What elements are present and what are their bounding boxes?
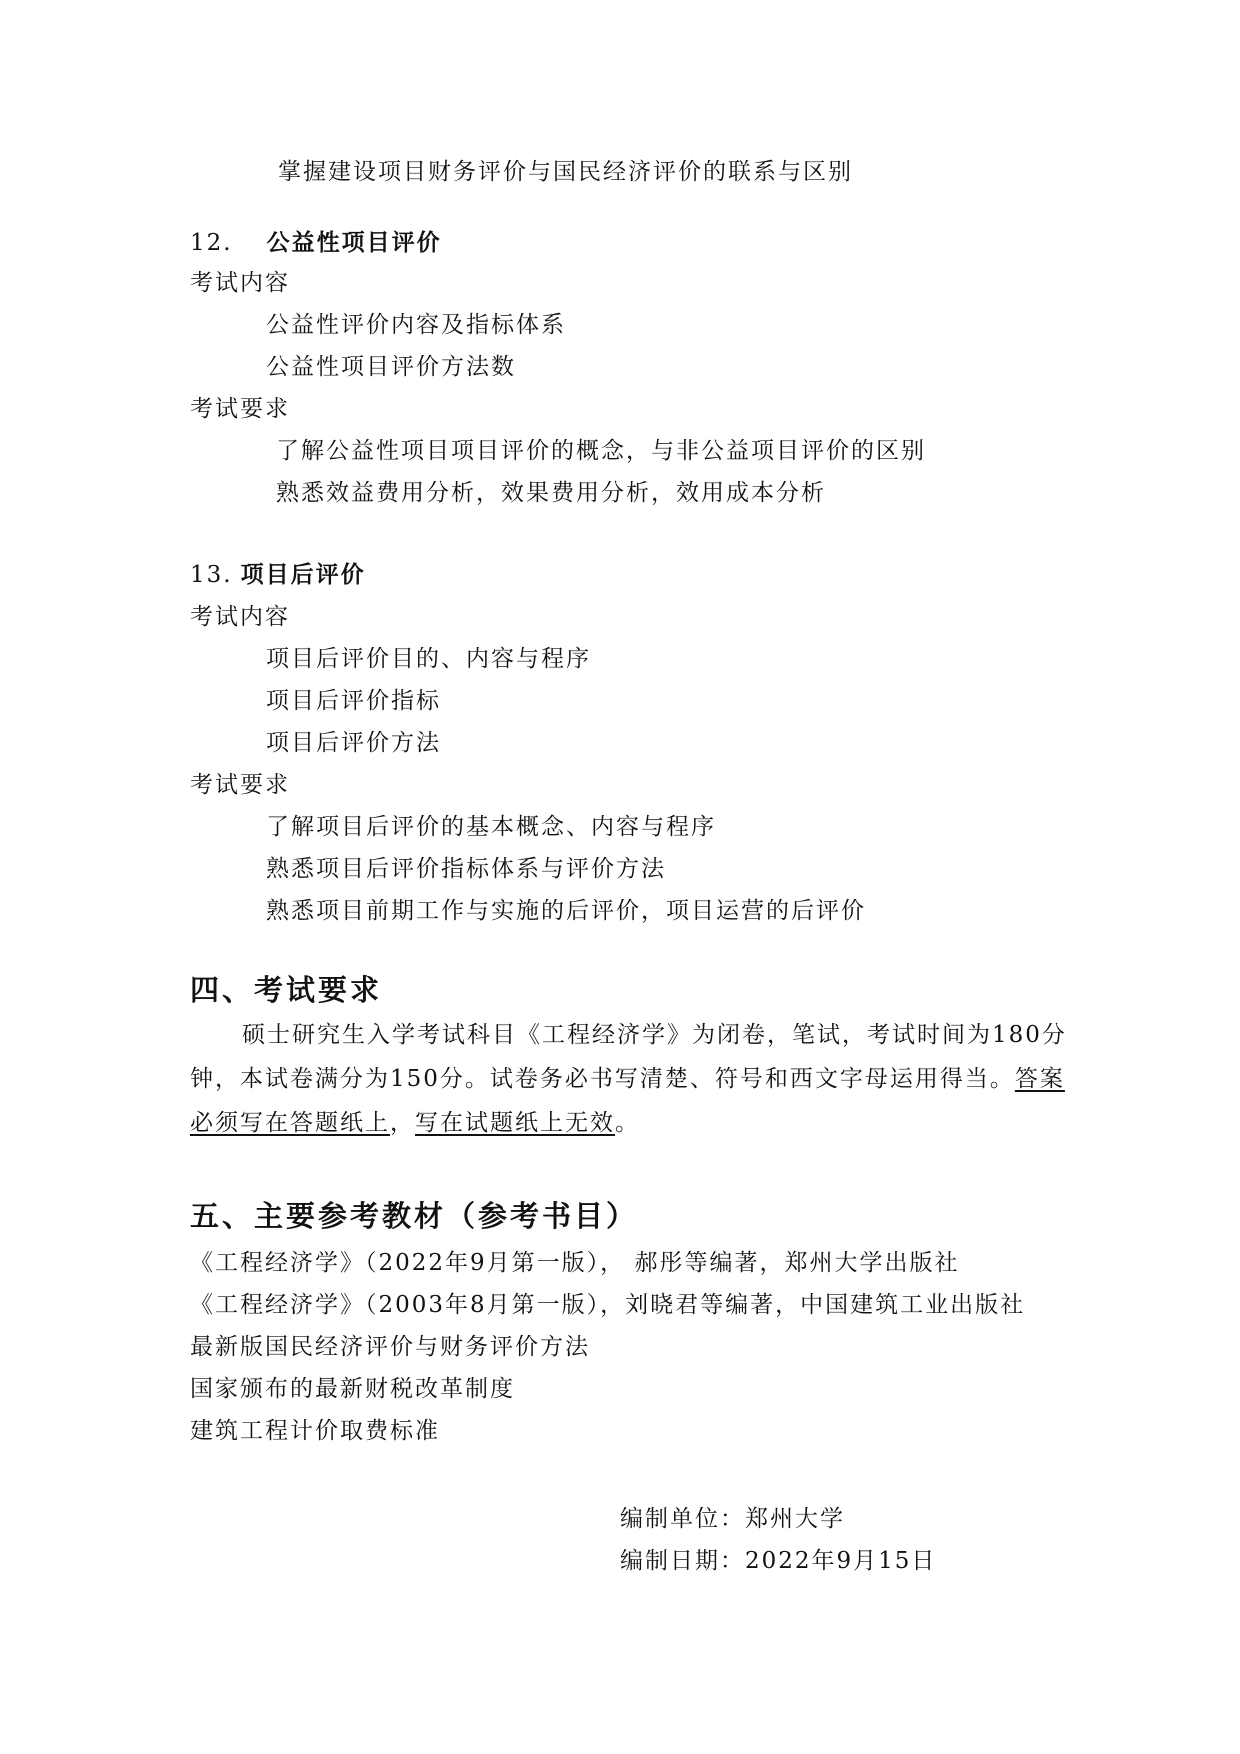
section-13-heading bbox=[190, 560, 366, 590]
section-13-req-item: 熟悉项目后评价指标体系与评价方法 bbox=[266, 856, 666, 882]
section-4-heading: 四、考试要求 bbox=[190, 973, 383, 1007]
section-12-req-item: 熟悉效益费用分析，效果费用分析，效用成本分析 bbox=[276, 480, 826, 506]
section-12-req-label: 考试要求 bbox=[190, 396, 290, 422]
section-12-req-item: 了解公益性项目项目评价的概念，与非公益项目评价的区别 bbox=[276, 438, 926, 464]
answer-note-invalid: 写在试题纸上无效 bbox=[415, 1110, 615, 1136]
section-12-heading bbox=[190, 228, 442, 258]
section-4-para-line-3 bbox=[190, 1108, 640, 1138]
compiling-unit: 编制单位：郑州大学 bbox=[620, 1506, 845, 1532]
section-13-req-label: 考试要求 bbox=[190, 772, 290, 798]
answer-note-on-sheet: 必须写在答题纸上 bbox=[190, 1110, 390, 1136]
section-12-content-item: 公益性评价内容及指标体系 bbox=[266, 312, 566, 338]
section-13-content-item: 项目后评价方法 bbox=[266, 730, 441, 756]
para-end: 。 bbox=[615, 1110, 640, 1136]
para-separator: ， bbox=[390, 1110, 415, 1136]
section-4-para-line-2 bbox=[190, 1064, 1065, 1094]
compiling-date: 编制日期：2022年9月15日 bbox=[620, 1548, 937, 1574]
section-13-title: 项目后评价 bbox=[240, 561, 366, 588]
section-12-content-label: 考试内容 bbox=[190, 270, 290, 296]
section-13-number: 13. bbox=[190, 562, 233, 588]
section-12-content-item: 公益性项目评价方法数 bbox=[266, 354, 516, 380]
answer-note-start: 答案 bbox=[1014, 1066, 1065, 1092]
section-12-title: 公益性项目评价 bbox=[266, 229, 442, 256]
reference-book: 最新版国民经济评价与财务评价方法 bbox=[190, 1334, 590, 1360]
section-5-heading: 五、主要参考教材（参考书目） bbox=[190, 1199, 639, 1233]
reference-book: 建筑工程计价取费标准 bbox=[190, 1418, 440, 1444]
reference-book: 国家颁布的最新财税改革制度 bbox=[190, 1376, 515, 1402]
section-13-req-item: 熟悉项目前期工作与实施的后评价，项目运营的后评价 bbox=[266, 898, 866, 924]
para-line-2-text: 钟，本试卷满分为150分。试卷务必书写清楚、符号和西文字母运用得当。 bbox=[190, 1066, 1015, 1092]
section-4-para-line-1: 硕士研究生入学考试科目《工程经济学》为闭卷，笔试，考试时间为180分 bbox=[242, 1022, 1067, 1048]
section-13-content-item: 项目后评价指标 bbox=[266, 688, 441, 714]
reference-book: 《工程经济学》（2022年9月第一版）， 郝彤等编著，郑州大学出版社 bbox=[190, 1250, 960, 1276]
section-13-content-label: 考试内容 bbox=[190, 604, 290, 630]
section-12-number: 12. bbox=[190, 230, 233, 256]
section-13-req-item: 了解项目后评价的基本概念、内容与程序 bbox=[266, 814, 716, 840]
continued-requirement: 掌握建设项目财务评价与国民经济评价的联系与区别 bbox=[278, 159, 853, 185]
reference-book: 《工程经济学》（2003年8月第一版），刘晓君等编著，中国建筑工业出版社 bbox=[190, 1292, 1026, 1318]
section-13-content-item: 项目后评价目的、内容与程序 bbox=[266, 646, 591, 672]
